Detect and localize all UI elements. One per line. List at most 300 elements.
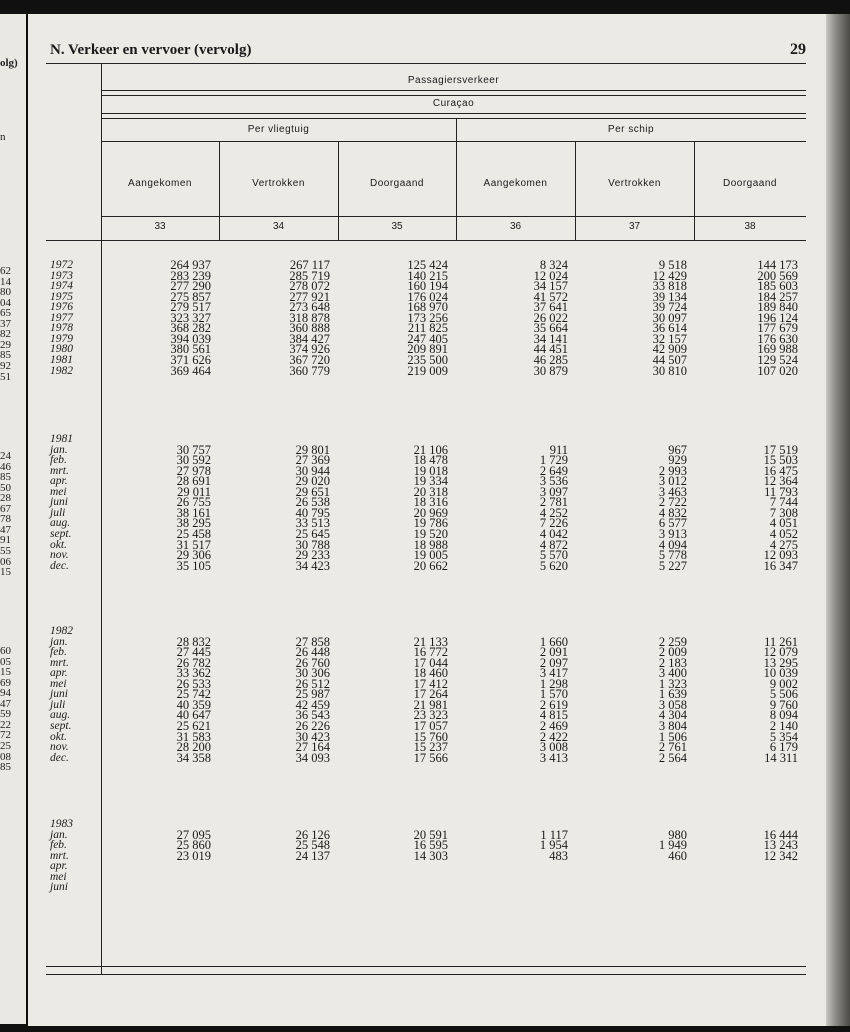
table-cell: 30 879: [533, 363, 568, 378]
table-cell: 2 619: [539, 697, 568, 712]
table-cell: 26 022: [533, 310, 568, 325]
table-cell: 460: [668, 848, 687, 863]
page-shadow: [826, 14, 850, 1026]
table-cell: 28 200: [176, 740, 211, 755]
table-cell: 46 285: [533, 352, 568, 367]
colnum-38: 38: [744, 221, 756, 232]
rule-2: [101, 95, 806, 96]
fragment-number: 22: [0, 718, 11, 731]
month-label: juni: [50, 881, 68, 894]
table-cell: 2 009: [658, 645, 687, 660]
table-cell: 4 832: [658, 505, 687, 520]
table-cell: 19 005: [413, 548, 448, 563]
table-cell: 384 427: [289, 331, 330, 346]
table-cell: 4 051: [769, 516, 798, 531]
table-cell: 34 157: [533, 279, 568, 294]
table-cell: 5 620: [539, 558, 568, 573]
table-cell: 318 878: [289, 310, 330, 325]
table-cell: 1 639: [658, 687, 687, 702]
table-cell: 28 691: [176, 474, 211, 489]
table-cell: 12 079: [763, 645, 798, 660]
table-cell: 14 311: [764, 750, 798, 765]
table-cell: 12 429: [652, 268, 687, 283]
table-cell: 27 978: [176, 463, 211, 478]
table-cell: 360 779: [289, 363, 330, 378]
fragment-number: 37: [0, 317, 11, 330]
table-cell: 323 327: [170, 310, 211, 325]
month-label: juni: [50, 688, 68, 701]
table-cell: 30 423: [295, 729, 330, 744]
table-cell: 911: [549, 442, 568, 457]
page-number: 29: [790, 41, 806, 58]
table-cell: 279 517: [170, 300, 211, 315]
table-cell: 30 788: [295, 537, 330, 552]
table-cell: 3 008: [539, 740, 568, 755]
month-label: feb.: [50, 454, 67, 467]
table-cell: 20 969: [413, 505, 448, 520]
table-cell: 371 626: [170, 352, 211, 367]
year-row-label: 1974: [50, 280, 73, 293]
table-cell: 18 478: [413, 453, 448, 468]
table-cell: 2 781: [539, 495, 568, 510]
table-cell: 275 857: [170, 289, 211, 304]
table-cell: 26 782: [176, 655, 211, 670]
table-cell: 277 921: [289, 289, 330, 304]
month-label: jan.: [50, 443, 68, 456]
table-cell: 25 548: [295, 838, 330, 853]
year-row-label: 1981: [50, 353, 73, 366]
header-col-1: Aangekomen: [128, 178, 192, 189]
header-col-3: Doorgaand: [370, 178, 424, 189]
month-label: apr.: [50, 860, 68, 873]
rule-4: [101, 118, 806, 119]
table-cell: 169 988: [757, 342, 798, 357]
table-cell: 176 024: [407, 289, 448, 304]
month-label: aug.: [50, 517, 71, 530]
fragment-number: 14: [0, 275, 11, 288]
table-cell: 26 512: [295, 676, 330, 691]
year-row-label: 1982: [50, 364, 73, 377]
table-cell: 3 417: [539, 666, 568, 681]
table-cell: 144 173: [757, 258, 798, 272]
colnum-37: 37: [628, 221, 641, 232]
fragment-number: 59: [0, 708, 11, 721]
month-label: jan.: [50, 635, 68, 648]
table-cell: 160 194: [407, 279, 448, 294]
header-per-schip: Per schip: [607, 124, 655, 135]
table-cell: 26 126: [295, 827, 330, 842]
month-label: mei: [50, 677, 67, 690]
table-cell: 26 538: [295, 495, 330, 510]
table-cell: 15 503: [763, 453, 798, 468]
stub-rule: [101, 63, 102, 974]
table-cell: 11 261: [764, 634, 798, 649]
table-cell: 23 323: [413, 708, 448, 723]
table-cell: 17 044: [413, 655, 448, 670]
table-cell: 16 444: [763, 827, 798, 842]
table-cell: 140 215: [407, 268, 448, 283]
year-row-label: 1979: [50, 332, 73, 345]
table-cell: 283 239: [170, 268, 211, 283]
table-cell: 12 024: [533, 268, 568, 283]
header-col-2: Vertrokken: [252, 178, 305, 189]
table-cell: 10 039: [763, 666, 798, 681]
fragment-number: 04: [0, 296, 11, 309]
adjacent-page-edge: [0, 14, 26, 1024]
fragment-number: 47: [0, 523, 11, 536]
table-cell: 5 570: [539, 548, 568, 563]
month-label: aug.: [50, 709, 71, 722]
fragment-number: 50: [0, 481, 11, 494]
table-cell: 39 134: [652, 289, 687, 304]
table-cell: 2 469: [539, 718, 568, 733]
table-cell: 4 304: [658, 708, 687, 723]
fragment-number: 55: [0, 544, 11, 557]
month-label: feb.: [50, 839, 67, 852]
table-cell: 3 097: [539, 484, 568, 499]
fragment-number: 72: [0, 729, 11, 742]
table-cell: 7 226: [539, 516, 568, 531]
fragment-number: 85: [0, 761, 11, 774]
year-row-label: 1980: [50, 343, 73, 356]
table-cell: 1 506: [658, 729, 687, 744]
table-cell: 12 093: [763, 548, 798, 563]
fragment-text: olg): [0, 57, 18, 69]
table-cell: 25 860: [176, 838, 211, 853]
table-cell: 185 603: [757, 279, 798, 294]
table-cell: 267 117: [289, 258, 330, 272]
table-cell: 374 926: [289, 342, 330, 357]
table-cell: 16 772: [413, 645, 448, 660]
month-label: sept.: [50, 719, 72, 732]
month-label: dec.: [50, 559, 69, 572]
colnum-35: 35: [391, 221, 403, 232]
table-cell: 2 183: [658, 655, 687, 670]
table-cell: 31 517: [176, 537, 211, 552]
table-cell: 12 364: [763, 474, 798, 489]
fragment-text: n: [0, 131, 6, 143]
table-cell: 2 091: [539, 645, 568, 660]
month-label: nov.: [50, 549, 69, 562]
table-cell: 17 566: [413, 750, 448, 765]
table-cell: 26 755: [176, 495, 211, 510]
table-cell: 4 872: [539, 537, 568, 552]
table-cell: 17 264: [413, 687, 448, 702]
table-cell: 33 818: [652, 279, 687, 294]
table-cell: 3 913: [658, 526, 687, 541]
table-cell: 34 423: [295, 558, 330, 573]
table-cell: 219 009: [407, 363, 448, 378]
rule-3: [101, 113, 806, 114]
table-cell: 1 954: [539, 838, 568, 853]
table-cell: 285 719: [289, 268, 330, 283]
table-cell: 1 117: [540, 827, 568, 842]
table-cell: 30 097: [652, 310, 687, 325]
month-label: sept.: [50, 527, 72, 540]
table-cell: 8 094: [769, 708, 798, 723]
fragment-number: 94: [0, 687, 11, 700]
fragment-number: 82: [0, 328, 11, 341]
table-cell: 4 815: [539, 708, 568, 723]
table-cell: 17 519: [763, 442, 798, 457]
month-label: mei: [50, 870, 67, 883]
table-cell: 31 583: [176, 729, 211, 744]
month-label: okt.: [50, 538, 67, 551]
year-row-label: 1973: [50, 269, 73, 282]
table-cell: 196 124: [757, 310, 798, 325]
fragment-number: 78: [0, 513, 11, 526]
table-cell: 34 093: [295, 750, 330, 765]
table-cell: 1 323: [658, 676, 687, 691]
table-cell: 12 342: [763, 848, 798, 863]
table-cell: 15 760: [413, 729, 448, 744]
table-cell: 129 524: [757, 352, 798, 367]
table-cell: 2 564: [658, 750, 687, 765]
table-cell: 26 226: [295, 718, 330, 733]
table-cell: 2 097: [539, 655, 568, 670]
table-cell: 3 804: [658, 718, 687, 733]
table-cell: 3 012: [658, 474, 687, 489]
year-row-label: 1972: [50, 259, 73, 271]
table-cell: 2 422: [539, 729, 568, 744]
table-cell: 29 801: [295, 442, 330, 457]
table-cell: 20 591: [413, 827, 448, 842]
fragment-number: 60: [0, 645, 11, 657]
table-cell: 44 451: [533, 342, 568, 357]
table-cell: 41 572: [533, 289, 568, 304]
table-cell: 19 018: [413, 463, 448, 478]
table-cell: 16 347: [763, 558, 798, 573]
table-cell: 367 720: [289, 352, 330, 367]
table-cell: 38 295: [176, 516, 211, 531]
table-cell: 4 052: [769, 526, 798, 541]
fragment-number: 06: [0, 555, 11, 568]
table-cell: 18 988: [413, 537, 448, 552]
fragment-number: 91: [0, 534, 11, 547]
table-cell: 30 592: [176, 453, 211, 468]
table-cell: 20 318: [413, 484, 448, 499]
table-cell: 21 133: [413, 634, 448, 649]
table-cell: 25 458: [176, 526, 211, 541]
table-cell: 29 306: [176, 548, 211, 563]
table-cell: 4 275: [769, 537, 798, 552]
table-cell: 36 614: [652, 321, 687, 336]
table-cell: 247 405: [407, 331, 448, 346]
colnum-rule-top: [101, 216, 806, 217]
table-cell: 18 460: [413, 666, 448, 681]
table-cell: 1 949: [658, 838, 687, 853]
table-cell: 277 290: [170, 279, 211, 294]
table-cell: 27 095: [176, 827, 211, 842]
table-cell: 21 106: [413, 442, 448, 457]
month-label: nov.: [50, 741, 69, 754]
table-cell: 2 722: [658, 495, 687, 510]
table-cell: 7 308: [769, 505, 798, 520]
header-col-6: Doorgaand: [723, 178, 777, 189]
table-cell: 40 359: [176, 697, 211, 712]
table-cell: 2 140: [769, 718, 798, 733]
table-cell: 980: [668, 827, 687, 842]
month-label: mrt.: [50, 849, 69, 862]
month-label: juli: [50, 698, 66, 711]
table-cell: 34 141: [533, 331, 568, 346]
rule-5: [101, 141, 806, 142]
month-label: mrt.: [50, 656, 69, 669]
table-cell: 30 944: [295, 463, 330, 478]
table-cell: 16 595: [413, 838, 448, 853]
table-cell: 27 858: [295, 634, 330, 649]
month-label: juli: [50, 506, 66, 519]
year-row-label: 1976: [50, 301, 73, 314]
page-title: N. Verkeer en vervoer (vervolg): [50, 42, 252, 58]
table-cell: 19 786: [413, 516, 448, 531]
table-cell: 25 645: [295, 526, 330, 541]
table-cell: 18 316: [413, 495, 448, 510]
table-cell: 26 760: [295, 655, 330, 670]
table-cell: 5 354: [769, 729, 798, 744]
table-cell: 34 358: [176, 750, 211, 765]
table-cell: 29 233: [295, 548, 330, 563]
fragment-number: 51: [0, 370, 11, 383]
section-year-label: 1981: [50, 433, 73, 445]
table-cell: 5 227: [658, 558, 687, 573]
fragment-number: 92: [0, 359, 11, 372]
table-cell: 9 518: [658, 258, 687, 272]
colnum-36: 36: [509, 221, 522, 232]
table-cell: 25 742: [176, 687, 211, 702]
table-cell: 29 651: [295, 484, 330, 499]
bottom-rule-2: [46, 974, 806, 975]
header-col-4: Aangekomen: [483, 178, 548, 189]
table-cell: 35 664: [533, 321, 568, 336]
table-cell: 38 161: [176, 505, 211, 520]
table-cell: 26 533: [176, 676, 211, 691]
header-bottom-rule: [46, 240, 806, 241]
section-year-label: 1982: [50, 625, 73, 637]
table-cell: 2 761: [658, 740, 687, 755]
table-cell: 35 105: [176, 558, 211, 573]
month-label: mrt.: [50, 464, 69, 477]
month-label: mei: [50, 485, 67, 498]
header-passagiersverkeer: Passagiersverkeer: [407, 75, 500, 86]
table-cell: 1 729: [539, 453, 568, 468]
table-cell: 25 987: [295, 687, 330, 702]
table-cell: 177 679: [757, 321, 798, 336]
table-cell: 1 298: [539, 676, 568, 691]
table-cell: 209 891: [407, 342, 448, 357]
table-cell: 19 520: [413, 526, 448, 541]
table-cell: 360 888: [289, 321, 330, 336]
fragment-number: 15: [0, 566, 11, 579]
table-cell: 1 660: [539, 634, 568, 649]
table-cell: 36 543: [295, 708, 330, 723]
table-cell: 189 840: [757, 300, 798, 315]
month-label: jan.: [50, 828, 68, 841]
table-cell: 5 778: [658, 548, 687, 563]
table-cell: 2 993: [658, 463, 687, 478]
table-cell: 2 259: [658, 634, 687, 649]
month-label: okt.: [50, 730, 67, 743]
table-cell: 13 295: [763, 655, 798, 670]
table-cell: 2 649: [539, 463, 568, 478]
table-cell: 25 621: [176, 718, 211, 733]
table-cell: 11 793: [764, 484, 798, 499]
table-cell: 273 648: [289, 300, 330, 315]
table-cell: 9 002: [769, 676, 798, 691]
fragment-number: 47: [0, 697, 11, 710]
table-cell: 1 570: [539, 687, 568, 702]
table-cell: 40 795: [295, 505, 330, 520]
colnum-34: 34: [272, 221, 285, 232]
table-cell: 394 039: [170, 331, 211, 346]
table-cell: 200 569: [757, 268, 798, 283]
fragment-number: 15: [0, 666, 11, 679]
bottom-rule-1: [46, 966, 806, 967]
table-cell: 15 237: [413, 740, 448, 755]
table-cell: 6 179: [769, 740, 798, 755]
table-cell: 125 424: [407, 258, 448, 272]
table-cell: 30 757: [176, 442, 211, 457]
year-row-label: 1978: [50, 322, 73, 335]
table-cell: 4 252: [539, 505, 568, 520]
table-cell: 4 094: [658, 537, 687, 552]
table-cell: 380 561: [170, 342, 211, 357]
table-cell: 28 832: [176, 634, 211, 649]
table-cell: 3 058: [658, 697, 687, 712]
table-cell: 184 257: [757, 289, 798, 304]
fragment-number: 85: [0, 471, 11, 484]
fragment-number: 46: [0, 460, 11, 473]
section-year-label: 1983: [50, 818, 73, 830]
table-cell: 27 369: [295, 453, 330, 468]
table-cell: 211 825: [407, 321, 448, 336]
table-cell: 29 020: [295, 474, 330, 489]
fragment-number: 67: [0, 502, 11, 515]
table-cell: 33 513: [295, 516, 330, 531]
table-cell: 929: [668, 453, 687, 468]
table-cell: 176 630: [757, 331, 798, 346]
table-cell: 23 019: [176, 848, 211, 863]
colnum-33: 33: [154, 221, 166, 232]
table-cell: 107 020: [757, 363, 798, 378]
table-cell: 16 475: [763, 463, 798, 478]
table-cell: 21 981: [413, 697, 448, 712]
header-curacao: Curaçao: [432, 98, 475, 109]
table-cell: 40 647: [176, 708, 211, 723]
table-cell: 6 577: [658, 516, 687, 531]
table-cell: 37 641: [533, 300, 568, 315]
table-cell: 26 448: [295, 645, 330, 660]
table-cell: 17 412: [413, 676, 448, 691]
table-cell: 42 909: [652, 342, 687, 357]
table-cell: 27 164: [295, 740, 330, 755]
month-label: dec.: [50, 751, 69, 764]
fragment-number: 28: [0, 492, 11, 505]
table-cell: 3 463: [658, 484, 687, 499]
table-cell: 369 464: [170, 363, 211, 378]
table-cell: 29 011: [177, 484, 211, 499]
fragment-number: 65: [0, 307, 11, 320]
table-cell: 3 536: [539, 474, 568, 489]
table-cell: 24 137: [295, 848, 330, 863]
fragment-number: 85: [0, 349, 11, 362]
table-cell: 168 970: [407, 300, 448, 315]
table-cell: 173 256: [407, 310, 448, 325]
fragment-number: 29: [0, 338, 11, 351]
table-cell: 4 042: [539, 526, 568, 541]
fragment-number: 05: [0, 655, 11, 668]
table-cell: 42 459: [295, 697, 330, 712]
